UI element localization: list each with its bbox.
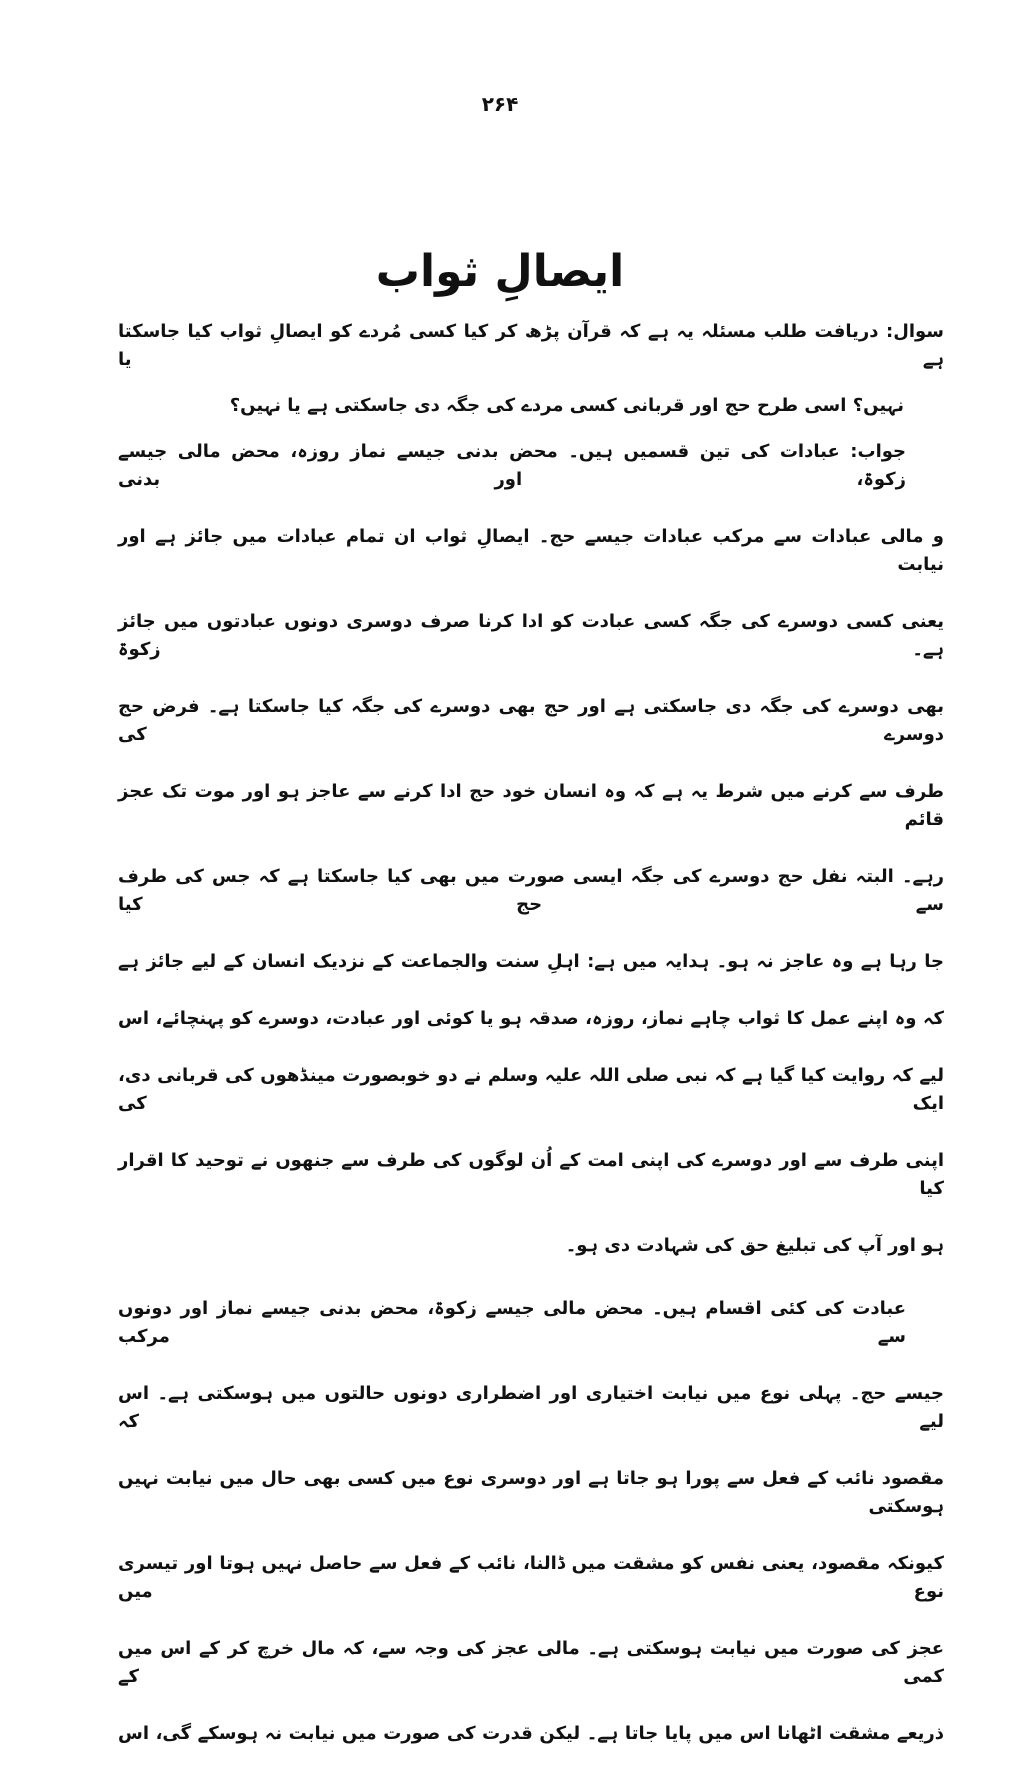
answer-line: و مالی عبادات سے مرکب عبادات جیسے حج۔ ایصالِ ثواب ان تمام عبادات میں جائز ہے اور نیابت (118, 526, 944, 575)
second-paragraph (118, 1295, 944, 1748)
answer-line: بھی دوسرے کی جگہ دی جاسکتی ہے اور حج بھی دوسرے کی جگہ کیا جاسکتا ہے۔ فرض حج دوسرے کی (118, 696, 944, 745)
paragraph-line: مقصود نائب کے فعل سے پورا ہو جاتا ہے اور دوسری نوع میں کسی بھی حال میں نیابت نہیں ہوسکتی (118, 1468, 944, 1517)
answer-line: ہو اور آپ کی تبلیغ حق کی شہادت دی ہو۔ (565, 1235, 944, 1256)
answer-line: جواب: عبادات کی تین قسمیں ہیں۔ محض بدنی جیسے نماز روزہ، محض مالی جیسے زکوۃ، اور بدنی (118, 441, 906, 490)
paragraph-line: عبادت کی کئی اقسام ہیں۔ محض مالی جیسے زکوۃ، محض بدنی جیسے نماز اور دونوں سے مرکب (118, 1298, 906, 1347)
answer-line: طرف سے کرنے میں شرط یہ ہے کہ وہ انسان خود حج ادا کرنے سے عاجز ہو اور موت تک عجز قائم (118, 781, 944, 830)
paragraph-line: کیونکہ مقصود، یعنی نفس کو مشقت میں ڈالنا، نائب کے فعل سے حاصل نہیں ہوتا اور تیسری نوع میں (118, 1553, 944, 1602)
answer-line: اپنی طرف سے اور دوسرے کی اپنی امت کے اُن لوگوں کی طرف سے جنھوں نے توحید کا اقرار کیا (118, 1150, 944, 1199)
answer-line: یعنی کسی دوسرے کی جگہ کسی عبادت کو ادا کرنا صرف دوسری دونوں عبادتوں میں جائز ہے۔ زکوۃ (118, 611, 944, 660)
question-paragraph (118, 318, 944, 420)
answer-line: رہے۔ البتہ نفل حج دوسرے کی جگہ ایسی صورت میں بھی کیا جاسکتا ہے کہ جس کی طرف سے حج کیا (118, 866, 944, 915)
paragraph-line: ذریعے مشقت اٹھانا اس میں پایا جاتا ہے۔ لیکن قدرت کی صورت میں نیابت نہ ہوسکے گی، اس (118, 1723, 944, 1744)
answer-line: کہ وہ اپنے عمل کا ثواب چاہے نماز، روزہ، صدقہ ہو یا کوئی اور عبادت، دوسرے کو پہنچائے، اس (118, 1008, 944, 1029)
answer-line: لیے کہ روایت کیا گیا ہے کہ نبی صلی اللہ علیہ وسلم نے دو خوبصورت مینڈھوں کی قربانی دی، ایک کی (118, 1065, 944, 1114)
paragraph-line: جیسے حج۔ پہلی نوع میں نیابت اختیاری اور اضطراری دونوں حالتوں میں ہوسکتی ہے۔ اس لیے کہ (118, 1383, 944, 1432)
answer-paragraph (118, 438, 944, 1260)
page-title: ایصالِ ثواب (375, 246, 625, 297)
paragraph-line: عجز کی صورت میں نیابت ہوسکتی ہے۔ مالی عجز کی وجہ سے، کہ مال خرچ کر کے اس میں کمی کے (118, 1638, 944, 1687)
answer-line: جا رہا ہے وہ عاجز نہ ہو۔ ہدایہ میں ہے: اہلِ سنت والجماعت کے نزدیک انسان کے لیے جائز ہے (118, 951, 944, 972)
question-line: سوال: دریافت طلب مسئلہ یہ ہے کہ قرآن پڑھ کر کیا کسی مُردے کو ایصالِ ثواب کیا جاسکتا ہے یا (118, 321, 944, 370)
page-number: ۲۶۴ (481, 92, 519, 116)
text-body (118, 318, 944, 1777)
question-line: نہیں؟ اسی طرح حج اور قربانی کسی مردے کی جگہ دی جاسکتی ہے یا نہیں؟ (229, 395, 904, 416)
